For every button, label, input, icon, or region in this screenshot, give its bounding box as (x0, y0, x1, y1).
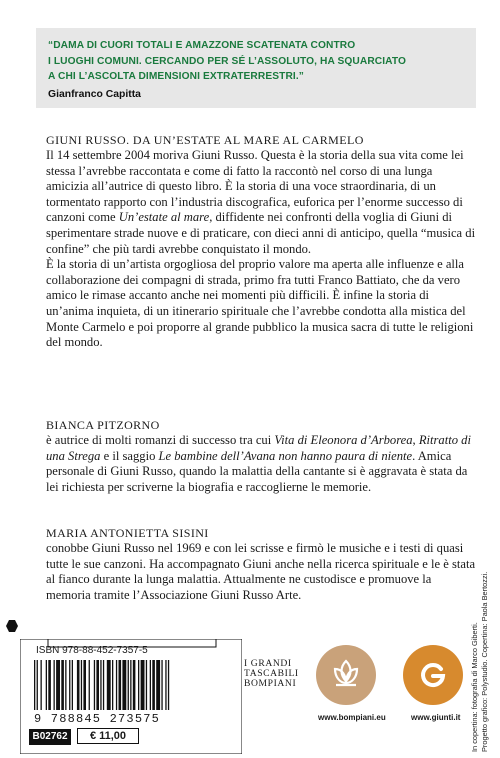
author-maria-bio: conobbe Giuni Russo nel 1969 e con lei scrisse e firmò le musiche e i testi di quasi tutte le sue canzoni. Ha accompagnato Giuni anche nella ricerca spirituale e le è stata al fianco durante la lunga malattia. Attualmente ne custodisce e promuove la memoria tramite l’Associazione Giuni Russo Arte. (46, 541, 476, 602)
barcode-bar (61, 660, 64, 710)
barcode-bar (107, 660, 111, 710)
barcode-bar (54, 660, 55, 710)
bompiani-url: www.bompiani.eu (318, 713, 386, 722)
author-bianca-heading: BIANCA PITZORNO (46, 418, 160, 432)
giunti-g-icon (403, 645, 463, 705)
author-bianca-bio (46, 433, 478, 495)
barcode-bar (150, 660, 151, 710)
barcode-bar (116, 660, 117, 710)
bio-book-title: Le bambine dell’Avana non hanno paura di niente (158, 448, 413, 463)
barcode-bar (94, 660, 95, 710)
series-line: I GRANDI (244, 658, 292, 669)
barcode-bar (103, 660, 104, 710)
bio-text: è autrice di molti romanzi di successo tra cui (46, 433, 275, 447)
quote-line: A CHI L’ASCOLTA DIMENSIONI EXTRATERRESTRI.” (48, 71, 304, 82)
quote-text (48, 38, 466, 85)
barcode-bar (89, 660, 90, 710)
barcode-bar (122, 660, 126, 710)
quote-author: Gianfranco Capitta (48, 88, 141, 100)
price-tag: € 11,00 (77, 728, 139, 744)
series-logo (244, 658, 299, 689)
credits-line-2: Progetto grafico: Polystudio. Copertina: Paola Bertozzi. (479, 571, 489, 752)
book-paragraph-1 (46, 148, 478, 257)
book-heading: GIUNI RUSSO. DA UN’ESTATE AL MARE AL CARMELO (46, 133, 364, 147)
barcode-bar (96, 660, 99, 710)
barcode-bar (112, 660, 113, 710)
book-paragraph-2: È la storia di un’artista orgogliosa del proprio valore ma aperta alle influenze e alla collaborazione dei compagni di strada, primo fra tutti Franco Battiato, che da vero amico le rimase accanto anche nei momenti più difficili. È infine la storia di un’anima inquieta, di un itinerario spirituale che l’avrebbe condotta alla mistica del Monte Carmelo e poi proporre al grande pubblico la musica sacra di tutte le religioni del mondo. (46, 257, 474, 350)
bio-text: . Amica personale di Giuni Russo, quando la malattia della cantante si è aggravata è stata da lei richiesta per scriverne la biografia e raccoglierne le memorie. (46, 448, 468, 494)
barcode-bar (133, 660, 136, 710)
hexagon-icon (6, 620, 18, 632)
barcode-bar (100, 660, 101, 710)
quote-line: I LUOGHI COMUNI. CERCANDO PER SÉ L’ASSOLUTO, HA SQUARCIATO (48, 55, 407, 67)
book-section (46, 132, 478, 351)
barcode-bar (77, 660, 80, 710)
barcode-bar (81, 660, 82, 710)
barcode-bar (72, 660, 73, 710)
book-p1-end: , diffidente nei confronti della voglia di Giuni di sperimentare strade nuove e di praticare, con dieci anni di anticipo, quella “musica di confine” che più tardi avrebbe conquistato il mondo. (46, 210, 476, 256)
barcode-bar (168, 660, 169, 710)
bio-text: e il saggio (100, 448, 159, 463)
barcode-bar (69, 660, 70, 710)
barcode-bar (48, 660, 51, 710)
barcode-bar (130, 660, 131, 710)
giunti-logo (403, 645, 463, 705)
book-p1-song-title: Un’estate al mare (118, 210, 210, 225)
barcode-bar (56, 660, 60, 710)
bompiani-flower-icon (316, 645, 376, 705)
quote-box (36, 28, 476, 108)
barcode-bar (152, 660, 155, 710)
bio-book-title: Vita di Eleonora d’Arborea (274, 433, 413, 447)
quote-line: “DAMA DI CUORI TOTALI E AMAZZONE SCATENATA CONTRO (48, 40, 356, 51)
barcode-bar (156, 660, 160, 710)
barcode-bar (34, 660, 35, 710)
barcode-image (28, 660, 228, 716)
barcode-bar (41, 660, 42, 710)
barcode-bar (161, 660, 162, 710)
author-maria-section (46, 525, 478, 603)
bio-separator: , (412, 433, 419, 447)
barcode-bar (46, 660, 47, 710)
barcode-bar (37, 660, 38, 710)
barcode-bar (65, 660, 66, 710)
series-line: BOMPIANI (244, 678, 297, 689)
credits-line-1: In copertina: fotografia di Marco Giberti. (470, 622, 479, 752)
barcode-bar (83, 660, 86, 710)
cover-credits (470, 572, 489, 752)
barcode-bar (138, 660, 139, 710)
isbn-digits: 9 788845 273575 (34, 712, 161, 726)
bio-book-title: Ritratto di una Strega (46, 433, 471, 463)
barcode-bar (165, 660, 166, 710)
barcode-bar (141, 660, 145, 710)
series-line: TASCABILI (244, 668, 299, 679)
author-bianca-section (46, 417, 478, 495)
barcode-bar (128, 660, 129, 710)
product-code: B02762 (29, 729, 71, 745)
author-maria-heading: MARIA ANTONIETTA SISINI (46, 526, 209, 540)
isbn-label: ISBN 978-88-452-7357-5 (36, 645, 148, 656)
book-p1-text: Il 14 settembre 2004 moriva Giuni Russo. Questa è la storia della sua vita come lei stessa l’avrebbe raccontata e come di fatto la raccontò nel corso di una lunga amicizia all’autrice di questo libro. È la storia di una voce straordinaria, di un tormentato rapporto con l’industria discografica, euforica per l’enorme successo di canzoni come (46, 148, 464, 225)
barcode-bar (146, 660, 147, 710)
bompiani-logo (316, 645, 376, 705)
giunti-url: www.giunti.it (411, 713, 461, 722)
barcode-bar (119, 660, 122, 710)
